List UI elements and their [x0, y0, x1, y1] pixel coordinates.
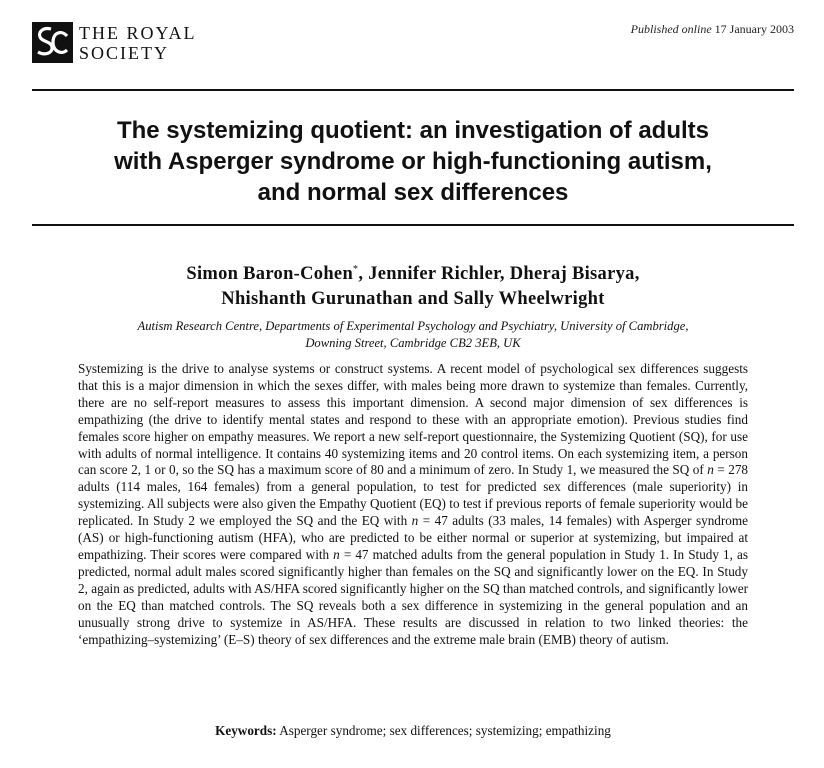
keywords-label: Keywords: [215, 723, 277, 738]
title-line-3: and normal sex differences [257, 179, 569, 206]
published-date-line [631, 22, 794, 37]
top-divider [32, 89, 794, 91]
authors-line-2: Nhishanth Gurunathan and Sally Wheelwright [221, 289, 605, 309]
abstract-part-2: = 278 adults (114 males, 164 females) from a general population, to test for predicted sex differences (male superiority) in systemizing. All subjects were also given the Empathy Quotient (EQ) to test if previous reports of female superiority would be replicated. In Study 2 we employed the SQ and the EQ with [78, 462, 749, 529]
authors-line-1 [32, 262, 794, 287]
royal-society-logo [32, 22, 197, 63]
authors-line-1-rest: , Jennifer Richler, Dheraj Bisarya, [358, 264, 640, 284]
title-line-2: with Asperger syndrome or high-functioning autism, [114, 148, 712, 175]
n-symbol-2: n [411, 513, 419, 529]
affiliation-line-2: Downing Street, Cambridge CB2 3EB, UK [305, 336, 521, 350]
n-symbol-1: n [707, 462, 714, 478]
page-header [32, 22, 794, 70]
published-label: Published online [630, 22, 712, 36]
paper-title [32, 115, 794, 208]
published-date: 17 January 2003 [714, 22, 794, 36]
royal-society-emblem-icon [32, 22, 73, 63]
abstract [78, 361, 748, 648]
author-1: Simon Baron-Cohen [186, 264, 354, 284]
publisher-name [79, 23, 197, 63]
title-divider [32, 224, 794, 226]
title-line-1: The systemizing quotient: an investigation of adults [116, 117, 710, 144]
affiliation-line-1: Autism Research Centre, Departments of Experimental Psychology and Psychiatry, University of Cambridge, [137, 319, 689, 333]
affiliation [32, 318, 794, 352]
corresponding-author-mark: * [353, 263, 359, 275]
abstract-part-3: = 47 adults (33 males, 14 females) with Asperger syndrome (AS) or high-functioning autism (HFA), who are predicted to be either normal or superior at systemizing, but impaired at empathizing. Their scores were compared with [78, 513, 748, 562]
abstract-part-4: = 47 matched adults from the general population in Study 1. In Study 1, as predicted, normal adult males scored significantly higher than females on the SQ and significantly lower on the EQ. In Study 2, again as predicted, adults with AS/HFA scored significantly higher on the SQ than matched controls, and significantly lower on the EQ than matched controls. The SQ reveals both a sex difference in systemizing in the general population and an unusually strong drive to systemize in AS/HFA. These results are discussed in relation to two linked theories: the ‘empathizing–systemizing’ (E–S) theory of sex differences and the extreme male brain (EMB) theory of autism. [78, 546, 748, 647]
keywords-text: Asperger syndrome; sex differences; systemizing; empathizing [276, 723, 611, 738]
publisher-line-1: THE ROYAL [79, 23, 197, 43]
n-symbol-3: n [333, 546, 340, 562]
publisher-line-2: SOCIETY [79, 43, 169, 63]
keywords [32, 722, 794, 739]
abstract-part-1: Systemizing is the drive to analyse systems or construct systems. A recent model of psychological sex differences suggests that this is a major dimension in which the sexes differ, with males being more drawn to systemize than females. Currently, there are no self-report measures to assess this important dimension. A second major dimension of sex differences is empathizing (the drive to identify mental states and respond to these with an appropriate emotion). Previous studies find females score higher on empathy measures. We report a new self-report questionnaire, the Systemizing Quotient (SQ), for use with adults of normal intelligence. It contains 40 systemizing items and 20 control items. On each systemizing item, a person can score 2, 1 or 0, so the SQ has a maximum score of 80 and a minimum of zero. In Study 1, we measured the SQ of [78, 361, 748, 478]
author-list [32, 262, 794, 312]
